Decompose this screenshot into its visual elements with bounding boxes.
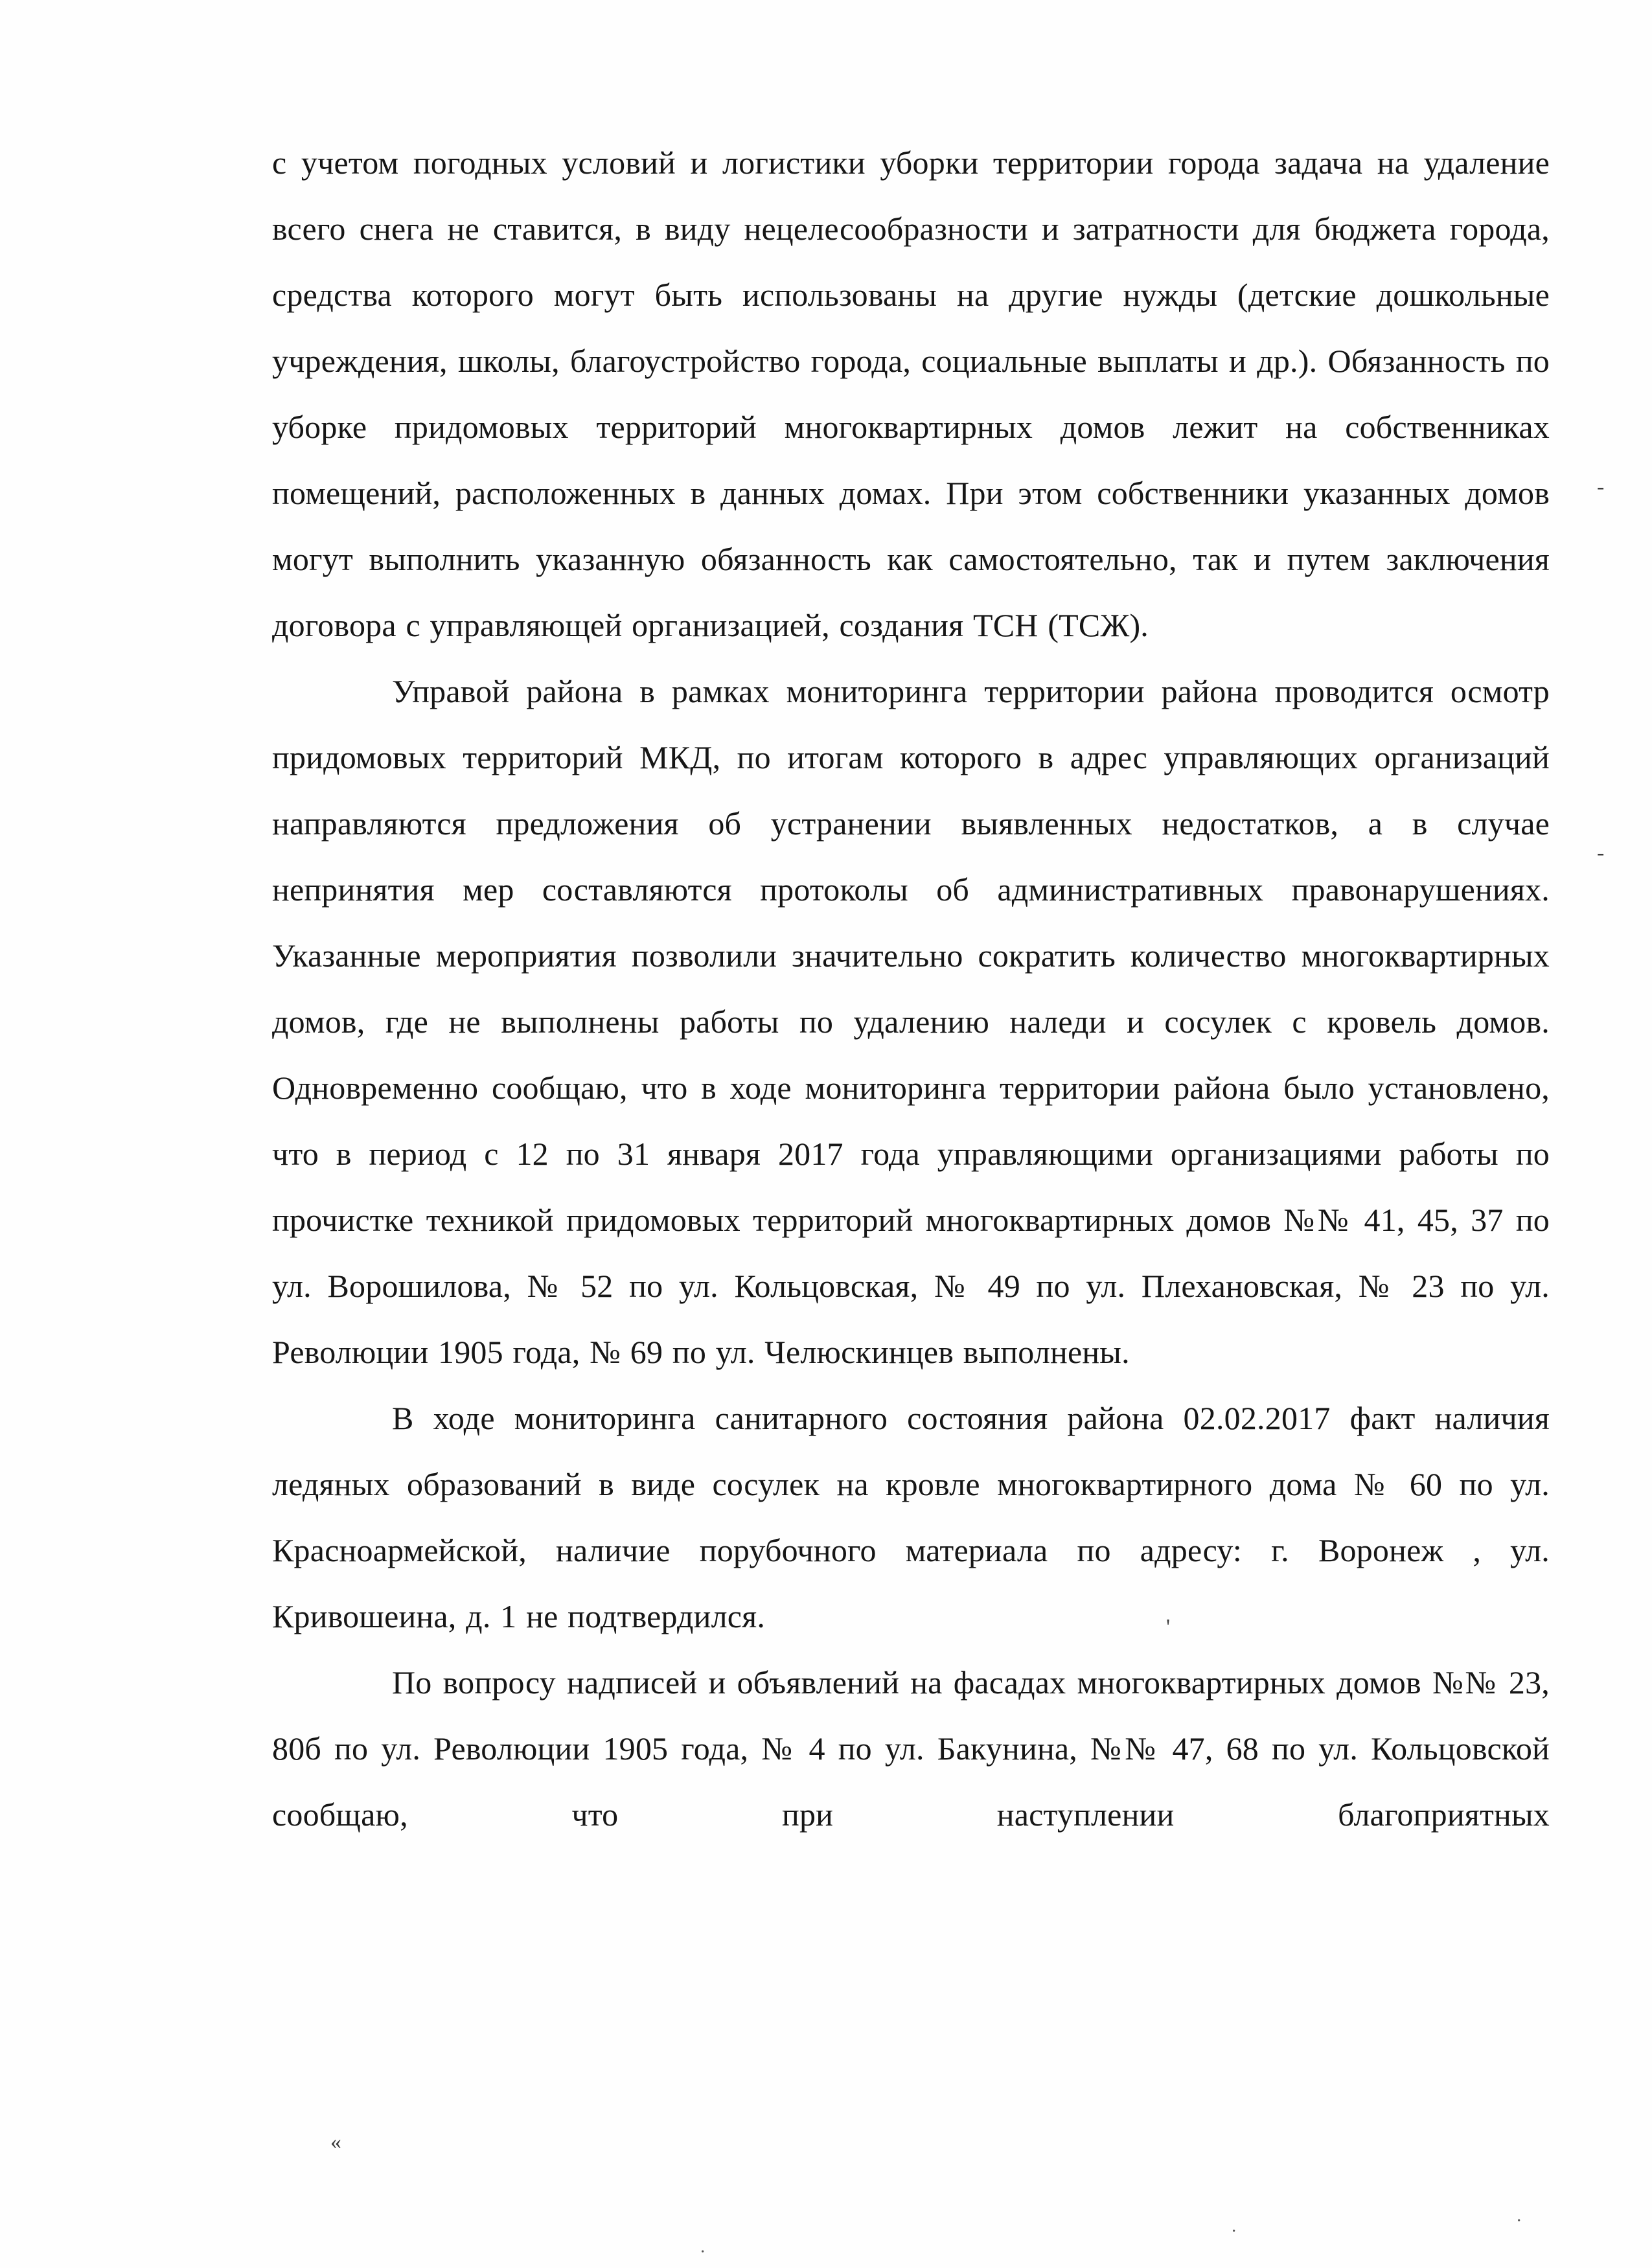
scan-artifact-quote-mark: «	[330, 2130, 341, 2154]
scan-artifact-speck: ·	[700, 2242, 706, 2262]
scan-artifact-speck: ·	[1231, 2221, 1237, 2241]
scan-artifact-dash: -	[1597, 475, 1605, 499]
scan-artifact-tick: '	[1166, 1615, 1171, 1639]
scan-artifact-speck: ·	[1516, 2211, 1522, 2231]
document-body	[272, 130, 1550, 1848]
paragraph-snow-removal: с учетом погодных условий и логистики уборки территории города задача на удаление всего снега не ставится, в виду нецелесообразности и затратности для бюджета города, средства которого могут быть использованы на другие нужды (детские дошкольные учреждения, школы, благоустройство города, социальные выплаты и др.). Обязанность по уборке придомовых территорий многоквартирных домов лежит на собственниках помещений, расположенных в данных домах. При этом собственники указанных домов могут выполнить указанную обязанность как самостоятельно, так и путем заключения договора с управляющей организацией, создания ТСН (ТСЖ).	[272, 144, 1550, 643]
scan-artifact-dash: -	[1597, 841, 1605, 865]
paragraph-monitoring: Управой района в рамках мониторинга территории района проводится осмотр придомовых территорий МКД, по итогам которого в адрес управляющих организаций направляются предложения об устранении выявленных недостатков, а в случае непринятия мер составляются протоколы об административных правонарушениях. Указанные мероприятия позволили значительно сократить количество многоквартирных домов, где не выполнены работы по удалению наледи и сосулек с кровель домов. Одновременно сообщаю, что в ходе мониторинга территории района было установлено, что в период с 12 по 31 января 2017 года управляющими организациями работы по прочистке техникой придомовых территорий многоквартирных домов №№ 41, 45, 37 по ул. Ворошилова, № 52 по ул. Кольцовская, № 49 по ул. Плехановская, № 23 по ул. Революции 1905 года, № 69 по ул. Челюскинцев выполнены.	[272, 673, 1550, 1370]
paragraph-sanitary-check: В ходе мониторинга санитарного состояния района 02.02.2017 факт наличия ледяных образований в виде сосулек на кровле многоквартирного дома № 60 по ул. Красноармейской, наличие порубочного материала по адресу: г. Воронеж , ул. Кривошеина, д. 1 не подтвердился.	[272, 1400, 1550, 1634]
paragraph-facade-inscriptions: По вопросу надписей и объявлений на фасадах многоквартирных домов №№ 23, 80б по ул. Революции 1905 года, № 4 по ул. Бакунина, №№ 47, 68 по ул. Кольцовской сообщаю, что при наступлении благоприятных	[272, 1664, 1550, 1833]
